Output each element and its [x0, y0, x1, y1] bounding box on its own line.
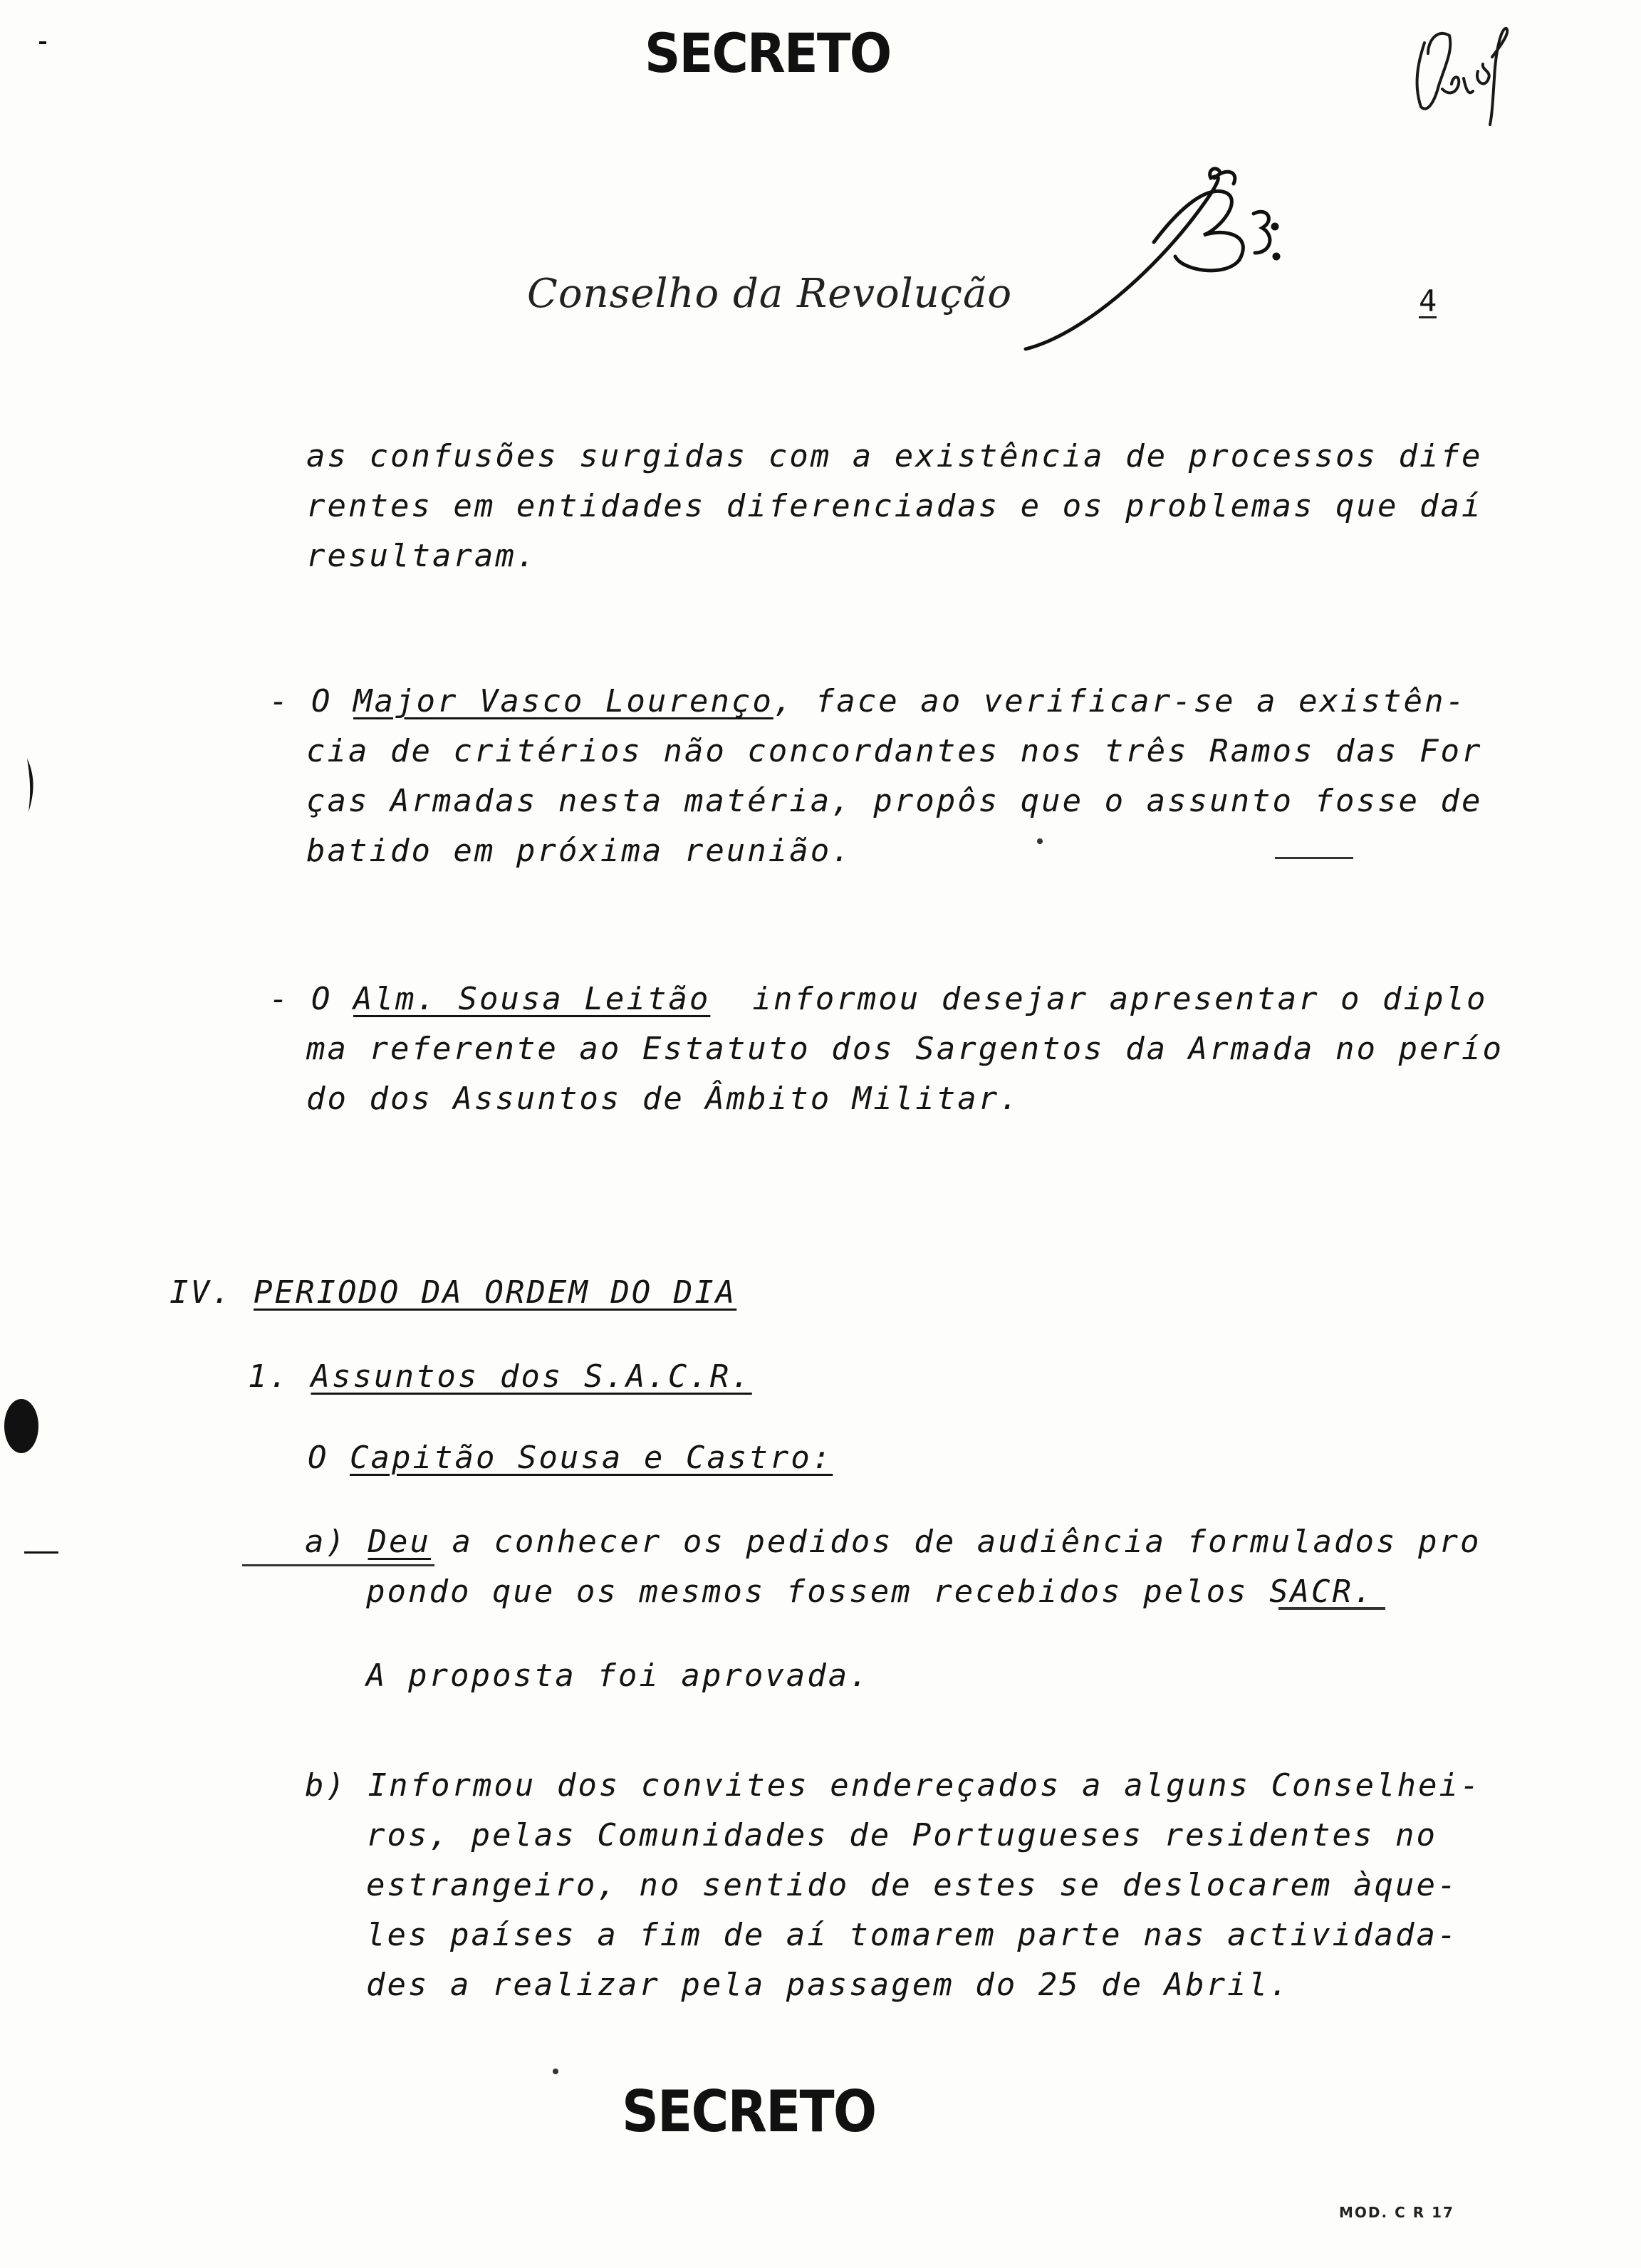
item-a-line-2: pondo que os mesmos fossem recebidos pelos SACR. [366, 1573, 1375, 1610]
speaker-prefix: O [311, 981, 333, 1017]
classification-stamp-bottom: SECRETO [622, 2079, 876, 2145]
section-numeral: IV. [170, 1274, 233, 1311]
lourenco-line-3: ças Armadas nesta matéria, propôs que o assunto fosse de [306, 783, 1483, 819]
capitao-heading [308, 1433, 833, 1483]
item-b-line-4: les países a fim de aí tomarem parte nas actividada- [366, 1917, 1459, 1953]
page-number: 4 [1419, 284, 1437, 318]
lourenco-line-2: cia de critérios não concordantes nos três Ramos das For [306, 733, 1483, 769]
item-b-line-1 [305, 1761, 1481, 1811]
speaker-name-leitao: Alm. Sousa Leitão [353, 981, 711, 1017]
leitao-line-1 [269, 974, 1487, 1024]
letterhead-title: Conselho da Revolução [527, 271, 1013, 317]
intro-line-3: resultaram. [306, 538, 538, 574]
leitao-line-2: ma referente ao Estatuto dos Sargentos da Armada no perío [306, 1031, 1504, 1067]
item-b-letter: b) [305, 1767, 347, 1804]
lourenco-line-1-rest: , face ao verificar-se a existên- [773, 683, 1467, 719]
punch-hole-marks [4, 41, 58, 1554]
capitao-prefix: O [308, 1440, 329, 1476]
signature [1026, 169, 1278, 349]
classification-stamp-top: SECRETO [645, 21, 891, 85]
item-a-verb: Deu [368, 1524, 431, 1560]
item-a-result: A proposta foi aprovada. [366, 1658, 870, 1694]
item-b-line-1-text: Informou dos convites endereçados a alguns Conselhei- [368, 1767, 1481, 1804]
subsection-number: 1. [248, 1358, 290, 1395]
section-title: PERIODO DA ORDEM DO DIA [253, 1274, 737, 1311]
item-b-line-5: des a realizar pela passagem do 25 de Abril. [366, 1967, 1291, 2003]
lourenco-line-4: batido em próxima reunião. [306, 833, 853, 869]
subsection-title: Assuntos dos S.A.C.R. [311, 1358, 752, 1395]
item-b-line-2: ros, pelas Comunidades de Portugueses residentes no [366, 1817, 1438, 1853]
item-b-line-3: estrangeiro, no sentido de estes se deslocarem àque- [366, 1867, 1459, 1903]
speaker-prefix: O [311, 683, 333, 719]
form-code: MOD. C R 17 [1339, 2204, 1454, 2221]
item-a-letter: a) [305, 1524, 347, 1560]
leitao-line-1-rest: informou desejar apresentar o diplo [710, 981, 1488, 1017]
item-dash: - [269, 981, 291, 1017]
item-dash: - [269, 683, 291, 719]
item-a-line-1-rest: a conhecer os pedidos de audiência formulados pro [430, 1524, 1481, 1560]
section-iv-heading [170, 1268, 736, 1318]
speaker-name-lourenco: Major Vasco Lourenço [353, 683, 773, 719]
subsection-1-heading [248, 1352, 752, 1402]
handwritten-annotation-reis [1417, 28, 1508, 125]
intro-line-1: as confusões surgidas com a existência de processos dife [306, 438, 1483, 474]
leitao-line-3: do dos Assuntos de Âmbito Militar. [306, 1081, 1021, 1117]
item-a-line-1 [305, 1517, 1481, 1567]
lourenco-line-1 [269, 677, 1467, 727]
intro-line-2: rentes em entidades diferenciadas e os problemas que daí [306, 488, 1483, 524]
capitao-name: Capitão Sousa e Castro: [350, 1440, 833, 1476]
